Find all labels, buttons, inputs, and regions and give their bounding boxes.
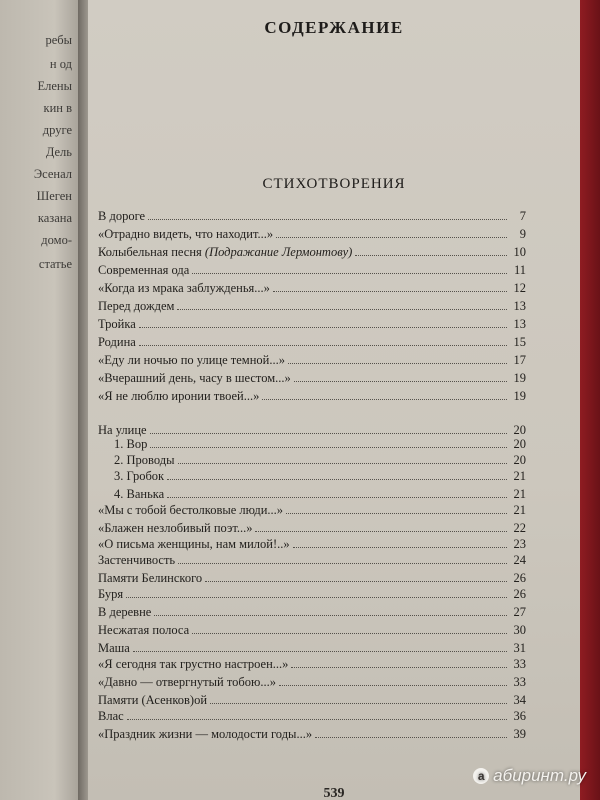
previous-page-line: ребы xyxy=(45,33,72,47)
previous-page-line: Елены xyxy=(37,79,72,93)
toc-entry-title-text: «Я сегодня так грустно настроен...» xyxy=(98,656,289,671)
toc-entry-title-text: «Праздник жизни — молодости годы...» xyxy=(98,726,313,741)
toc-entry-title xyxy=(98,390,259,403)
toc-entry-title xyxy=(98,282,270,295)
toc-entry-page: 21 xyxy=(513,502,526,517)
toc-entry-title xyxy=(98,606,151,619)
toc-entry xyxy=(98,384,526,402)
toc-entry xyxy=(98,548,526,566)
toc-entry-title-text: Маша xyxy=(98,640,130,655)
toc-entry-title-text: «Блажен незлобивый поэт...» xyxy=(98,520,253,535)
toc-entry-title-text: «Еду ли ночью по улице темной...» xyxy=(98,352,285,367)
toc-entry-page: 22 xyxy=(513,520,526,535)
page-title: СОДЕРЖАНИЕ xyxy=(264,18,404,37)
toc-entry-page: 9 xyxy=(519,226,526,241)
toc-entry xyxy=(98,464,526,482)
toc-entry-page: 15 xyxy=(513,334,526,349)
toc-entry-page: 12 xyxy=(513,280,526,295)
toc-entry-page: 23 xyxy=(513,536,526,551)
toc-entry-title xyxy=(114,470,164,483)
previous-page-line: друге xyxy=(42,123,72,137)
previous-page-line: Дель xyxy=(45,145,72,159)
toc-entry-title-text: Застенчивость xyxy=(98,552,176,567)
previous-page-line: статье xyxy=(38,257,72,271)
toc-dot-leader xyxy=(286,512,507,514)
toc-entry xyxy=(98,348,526,366)
toc-entry-title xyxy=(98,228,273,241)
toc-entry-title-text: «Отрадно видеть, что находит...» xyxy=(98,226,274,241)
toc-entry xyxy=(98,366,526,384)
toc-entry-title-text: 3. Гробок xyxy=(114,468,165,483)
toc-entry xyxy=(98,618,526,636)
contents-page xyxy=(88,0,580,800)
toc-entry-page: 20 xyxy=(513,436,526,451)
toc-entry-title xyxy=(98,504,283,517)
toc-entry xyxy=(98,498,526,516)
watermark xyxy=(473,766,586,786)
toc-entry xyxy=(98,258,526,276)
toc-entry-title-text: На улице xyxy=(98,422,147,437)
toc-entry-title-text: Памяти Белинского xyxy=(98,570,203,585)
toc-dot-leader xyxy=(355,254,507,256)
toc-entry xyxy=(98,652,526,670)
toc-entry-page: 21 xyxy=(513,486,526,501)
previous-page-line: Шеген xyxy=(36,189,72,203)
toc-entry-page: 33 xyxy=(513,656,526,671)
toc-entry-title-text: «Когда из мрака заблужденья...» xyxy=(98,280,270,295)
toc-entry xyxy=(98,582,526,600)
toc-entry-title xyxy=(98,728,312,741)
toc-entry-title-text: Буря xyxy=(98,586,124,601)
toc-entry-page: 7 xyxy=(519,208,526,223)
toc-dot-leader xyxy=(148,218,507,220)
toc-dot-leader xyxy=(167,478,507,480)
toc-entry-title-text: Колыбельная песня xyxy=(98,244,205,259)
toc-entry-title-text: В дороге xyxy=(98,208,146,223)
toc-entry-page: 33 xyxy=(513,674,526,689)
labirint-logo-icon: a xyxy=(473,768,489,784)
section-title: СТИХОТВОРЕНИЯ xyxy=(262,176,406,192)
toc-entry-title-text: «Я не люблю иронии твоей...» xyxy=(98,388,260,403)
toc-entry xyxy=(98,204,526,222)
toc-entry-title-text: «Мы с тобой бестолковые люди...» xyxy=(98,502,284,517)
toc-entry-page: 27 xyxy=(513,604,526,619)
toc-entry-title-text: В деревне xyxy=(98,604,152,619)
toc-entry-title-text: Памяти (Асенков)ой xyxy=(98,692,208,707)
toc-entry-title-text: 2. Проводы xyxy=(114,452,175,467)
previous-page-line: казана xyxy=(37,211,72,225)
toc-entry-title xyxy=(98,354,285,367)
toc-entry-page: 13 xyxy=(513,316,526,331)
toc-dot-leader xyxy=(276,236,507,238)
toc-entry-page: 21 xyxy=(513,468,526,483)
previous-page-line: н од xyxy=(49,57,72,71)
toc-entry-title-text: Тройка xyxy=(98,316,136,331)
toc-entry-page: 20 xyxy=(513,422,526,437)
toc-entry-title xyxy=(98,658,288,671)
toc-entry-page: 19 xyxy=(513,388,526,403)
toc-entry-page: 39 xyxy=(513,726,526,741)
toc-entry-page: 17 xyxy=(513,352,526,367)
toc-dot-leader xyxy=(294,380,507,382)
toc-entry-page: 11 xyxy=(513,262,526,277)
toc-entry xyxy=(98,222,526,240)
toc-dot-leader xyxy=(139,326,507,328)
toc-entry-title xyxy=(98,676,276,689)
toc-entry-title-text: Влас xyxy=(98,708,124,723)
toc-entry-subtitle: (Подражание Лермонтову) xyxy=(204,244,353,259)
toc-entry-title-text: Несжатая полоса xyxy=(98,622,190,637)
toc-entry-title-text: «Вчерашний день, часу в шестом...» xyxy=(98,370,291,385)
page-number: 539 xyxy=(323,786,345,800)
toc-entry-page: 24 xyxy=(513,552,526,567)
toc-entry xyxy=(98,722,526,740)
toc-entry-page: 20 xyxy=(513,452,526,467)
toc-dot-leader xyxy=(192,272,507,274)
toc-entry xyxy=(98,670,526,688)
watermark-text: абиринт.ру xyxy=(493,766,586,785)
toc-entry-title-text: Родина xyxy=(98,334,136,349)
toc-entry-page: 10 xyxy=(513,244,526,259)
toc-dot-leader xyxy=(291,666,507,668)
toc-entry-title xyxy=(98,336,136,349)
toc-entry xyxy=(98,240,526,258)
toc-entry-page: 19 xyxy=(513,370,526,385)
toc-entry xyxy=(98,312,526,330)
toc-entry-title-text: «О письма женщины, нам милой!..» xyxy=(98,536,290,551)
toc-entry-title xyxy=(98,372,291,385)
toc-entry-page: 13 xyxy=(513,298,526,313)
toc-entry-title-text: 4. Ванька xyxy=(114,486,165,501)
toc-entry xyxy=(98,294,526,312)
toc-entry-title xyxy=(98,210,145,223)
toc-entry-title xyxy=(98,624,189,637)
toc-dot-leader xyxy=(126,596,507,598)
toc-entry-page: 26 xyxy=(513,586,526,601)
toc-entry xyxy=(98,330,526,348)
toc-dot-leader xyxy=(192,632,507,634)
toc-entry-title-text: 1. Вор xyxy=(114,436,148,451)
toc-dot-leader xyxy=(177,308,507,310)
toc-dot-leader xyxy=(139,344,507,346)
toc-entry-page: 36 xyxy=(513,708,526,723)
toc-entry-title xyxy=(98,554,175,567)
toc-entry-title xyxy=(98,300,174,313)
toc-entry-title-text: «Давно — отвергнутый тобою...» xyxy=(98,674,276,689)
toc-dot-leader xyxy=(127,718,507,720)
toc-entry xyxy=(98,600,526,618)
toc-entry-page: 34 xyxy=(513,692,526,707)
toc-dot-leader xyxy=(279,684,507,686)
previous-page-line: кин в xyxy=(43,101,72,115)
toc-entry-page: 31 xyxy=(513,640,526,655)
toc-entry-title-text: Современная ода xyxy=(98,262,190,277)
book-cover-edge xyxy=(580,0,600,800)
toc-dot-leader xyxy=(315,736,507,738)
toc-entry xyxy=(98,704,526,722)
book-gutter xyxy=(78,0,88,800)
previous-page-edge xyxy=(0,0,78,800)
toc-entry-title xyxy=(98,318,136,331)
previous-page-line: домо- xyxy=(41,233,72,247)
toc-entry-title xyxy=(98,264,189,277)
toc-entry-title xyxy=(98,588,123,601)
previous-page-line: Эсенал xyxy=(33,167,72,181)
toc-entry-page: 26 xyxy=(513,570,526,585)
toc-entry xyxy=(98,276,526,294)
toc-dot-leader xyxy=(178,562,507,564)
toc-dot-leader xyxy=(273,290,507,292)
toc-dot-leader xyxy=(288,362,507,364)
toc-entry-title-text: Перед дождем xyxy=(98,298,175,313)
toc-entry-title xyxy=(98,710,124,723)
toc-dot-leader xyxy=(154,614,507,616)
toc-entry-title xyxy=(98,246,352,259)
toc-dot-leader xyxy=(262,398,507,400)
toc-entry-page: 30 xyxy=(513,622,526,637)
